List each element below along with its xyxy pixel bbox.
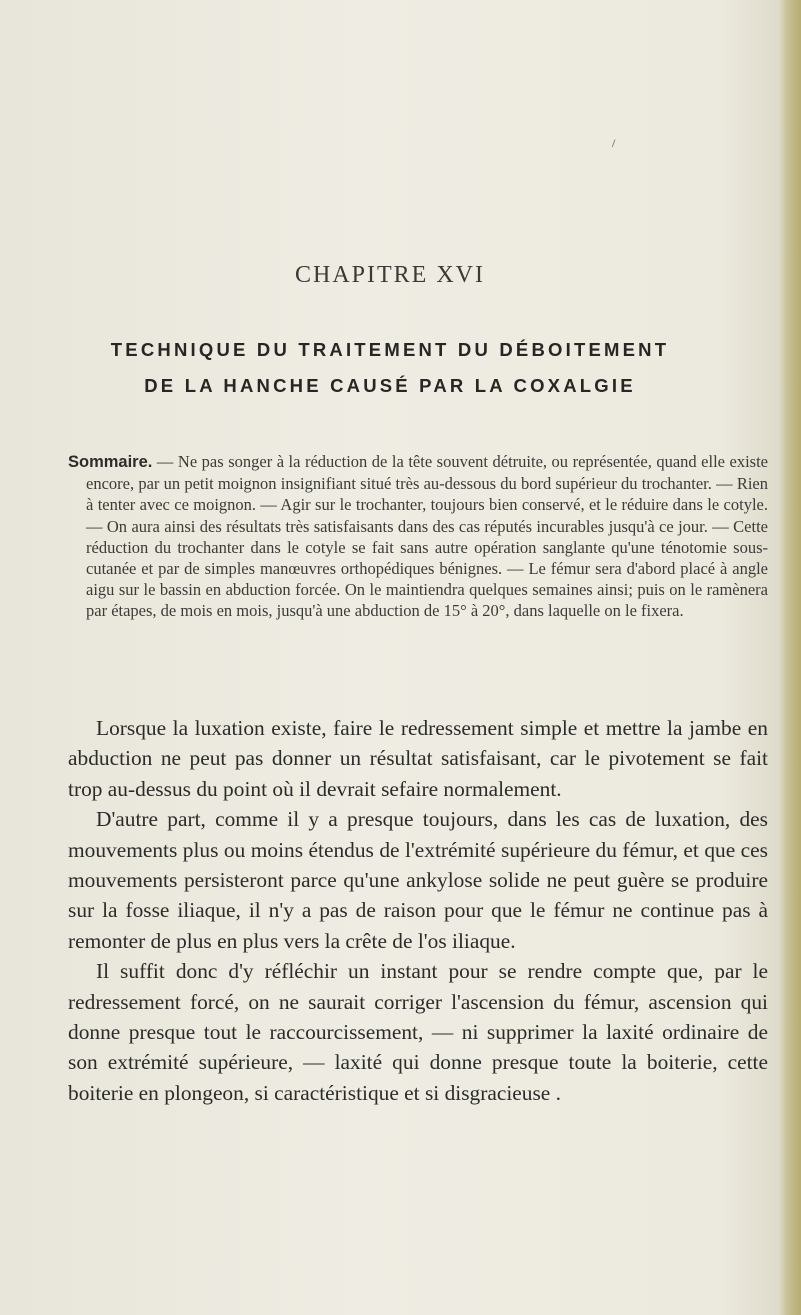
summary-text: — Ne pas songer à la réduction de la tête souvent détruite, ou représentée, quand elle existe encore, par un petit moignon insignifiant situé très au-dessous du bord supérieur du trochanter. — Rien à tenter avec ce moignon. — Agir sur le trochanter, toujours bien conservé, et le réduire dans le cotyle. — On aura ainsi des résultats très satisfaisants dans des cas réputés incurables jusqu'à ce jour. — Cette réduction du trochanter dans le cotyle se fait sans autre opération sanglante qu'une ténotomie sous-cutanée et par de simples manœuvres orthopédiques bénignes. — Le fémur sera d'abord placé à angle aigu sur le bassin en abduction forcée. On le maintiendra quelques semaines ainsi; puis on le ramènera par étapes, de mois en mois, jusqu'à une abduction de 15° à 20°, dans laquelle on le fixera. <box>86 452 769 621</box>
page-edge <box>779 0 801 1315</box>
summary-label: Sommaire. <box>68 453 153 471</box>
summary-paragraph <box>68 451 768 622</box>
body-paragraph-1: Lorsque la luxation existe, faire le redressement simple et mettre la jambe en abduction ne peut pas donner un résultat satisfaisant, car le pivotement se fait trop au-dessus du point où il devrait sefaire normalement. <box>68 716 768 801</box>
body-paragraph-3: Il suffit donc d'y réfléchir un instant pour se rendre compte que, par le redressement forcé, on ne saurait corriger l'ascension du fémur, ascension qui donne presque tout le raccourcissement, — ni supprimer la laxité ordinaire de son extrémité supérieure, — laxité qui donne presque toute la boiterie, cette boiterie en plongeon, si caractéristique et si disgracieuse . <box>68 959 768 1105</box>
summary-block <box>68 451 768 622</box>
body-paragraph-2: D'autre part, comme il y a presque toujours, dans les cas de luxation, des mouvements plus ou moins étendus de l'extrémité supérieure du fémur, et que ces mouvements persisteront parce qu'une ankylose solide ne peut guère se produire sur la fosse iliaque, il n'y a pas de raison pour que le fémur ne continue pas à remonter de plus en plus vers la crête de l'os iliaque. <box>68 807 768 953</box>
chapter-title <box>0 332 780 404</box>
chapter-title-line-2: DE LA HANCHE CAUSÉ PAR LA COXALGIE <box>144 375 636 396</box>
chapter-heading: CHAPITRE XVI <box>295 262 485 288</box>
body-text <box>68 713 768 1108</box>
pencil-mark <box>612 139 619 148</box>
chapter-title-line-1: TECHNIQUE DU TRAITEMENT DU DÉBOITEMENT <box>110 339 670 360</box>
